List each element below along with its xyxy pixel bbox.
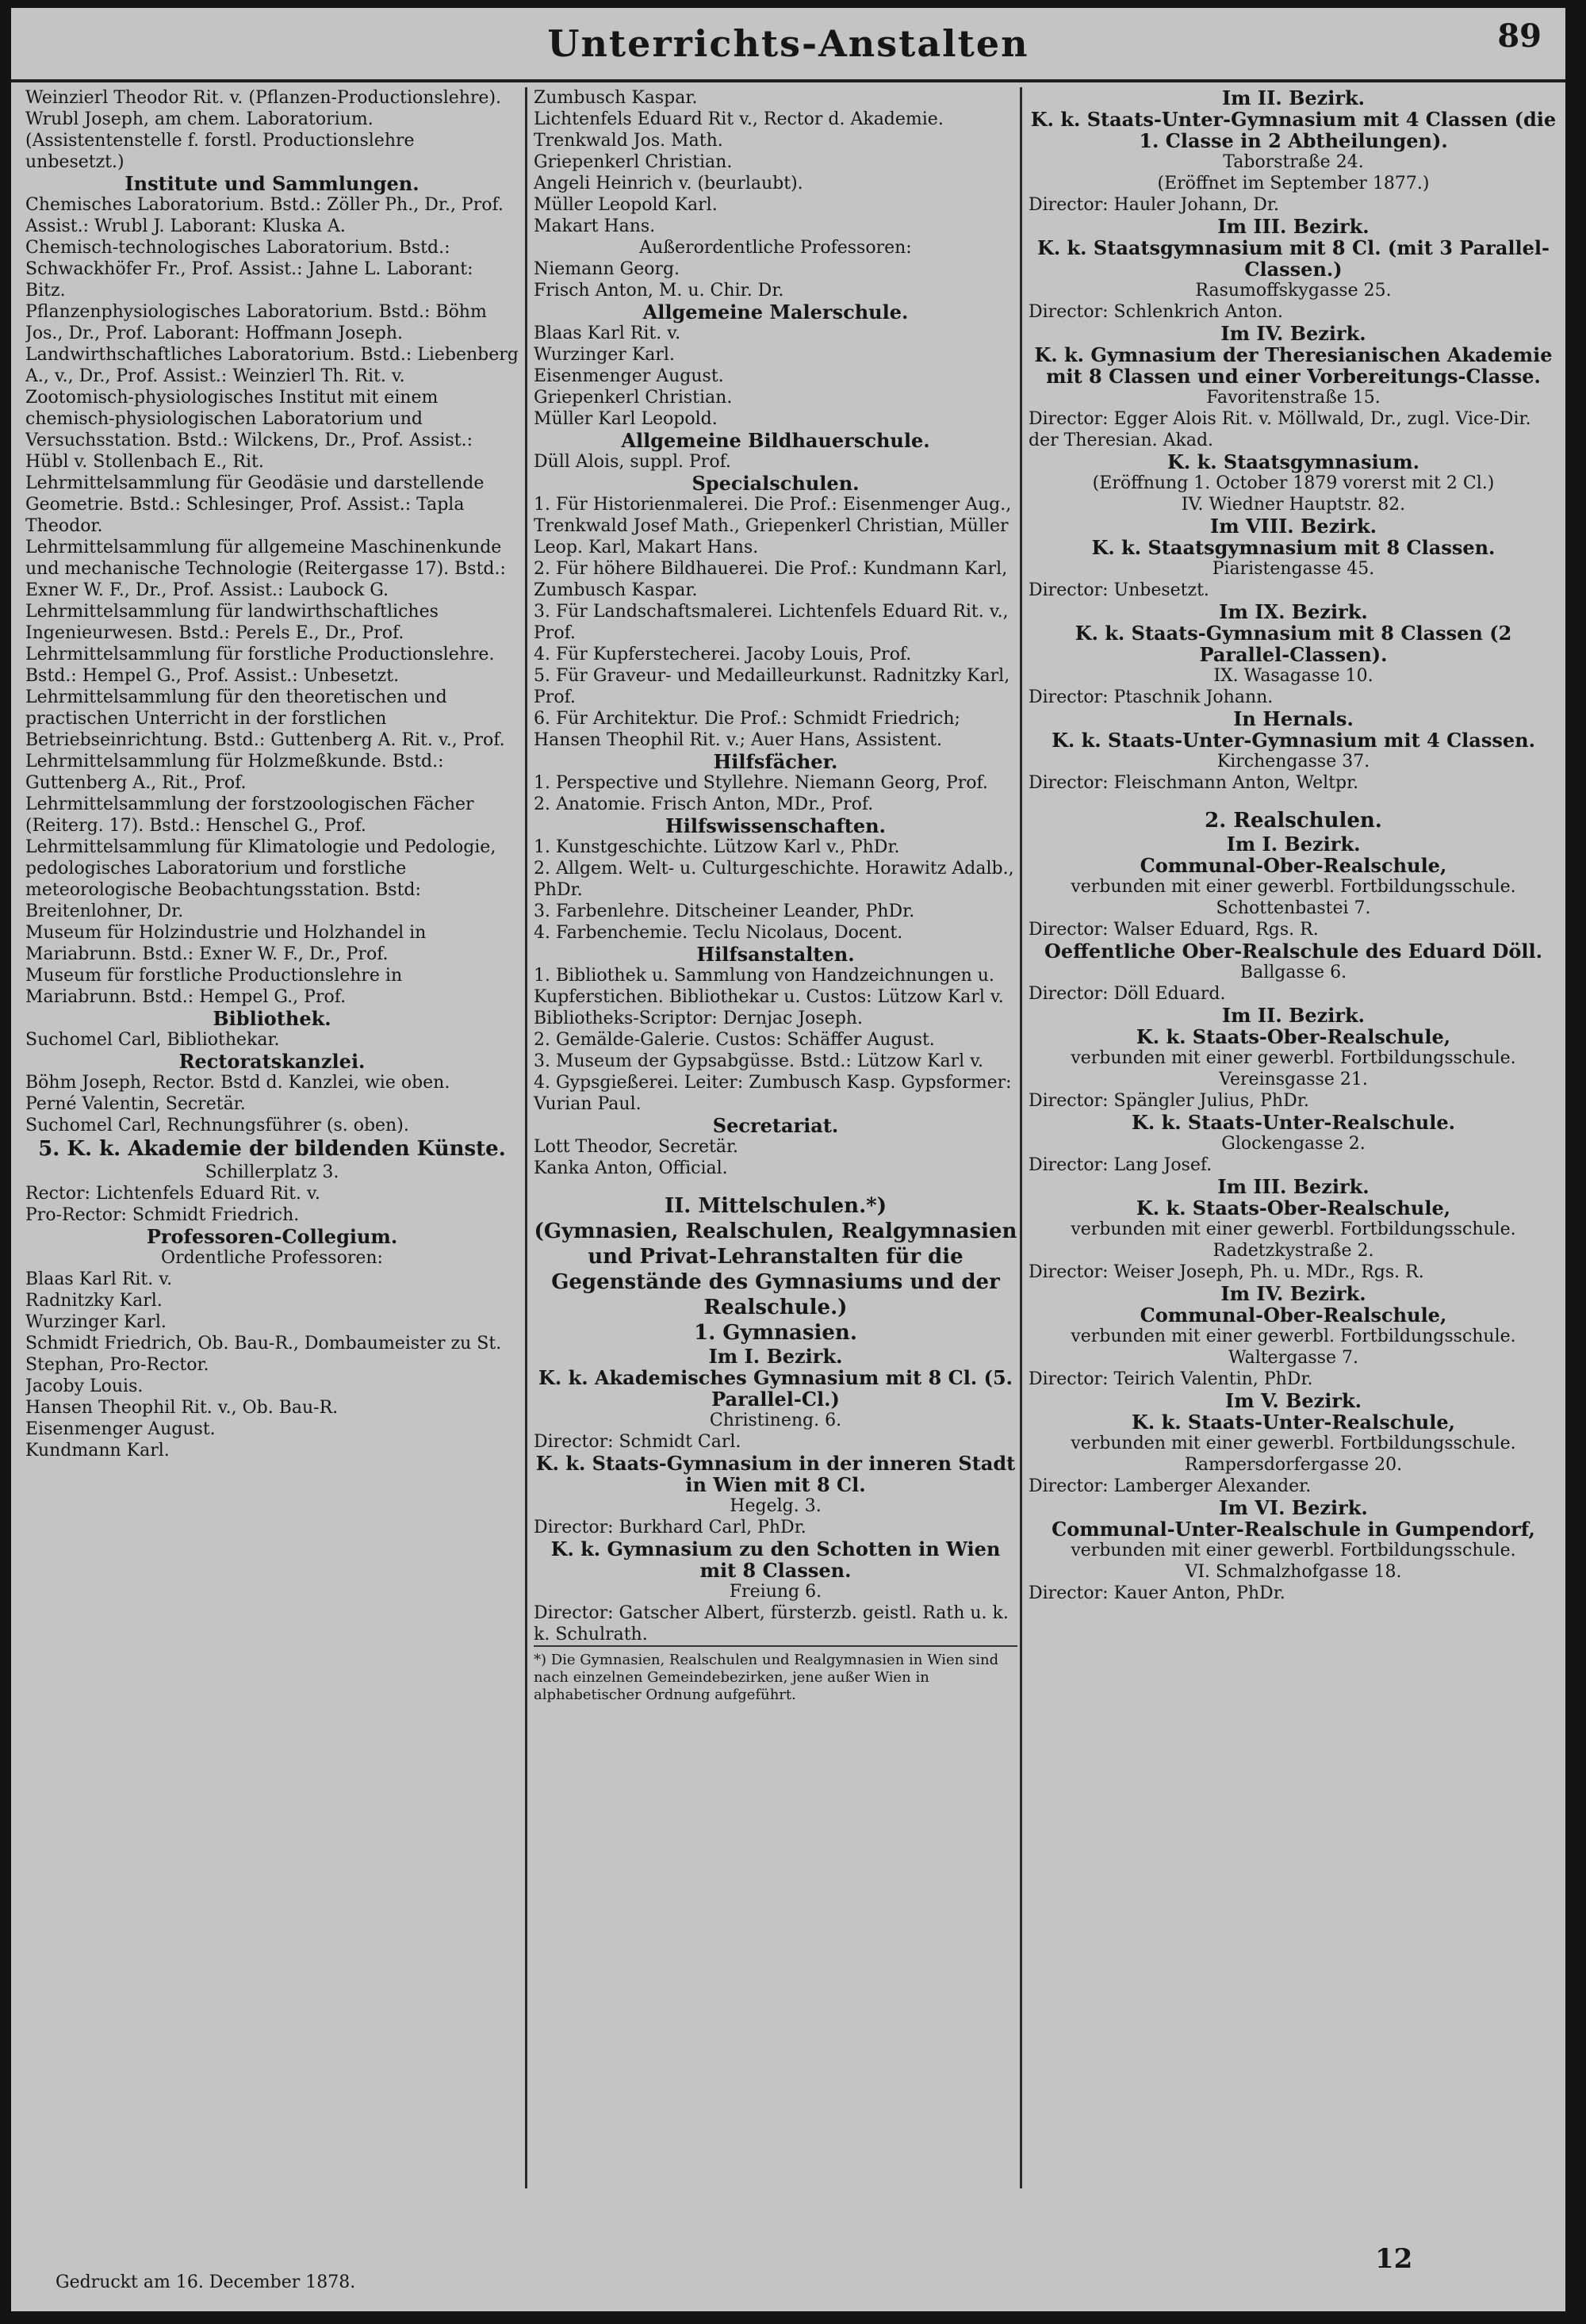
address-line: verbunden mit einer gewerbl. Fortbildungsschule. xyxy=(1071,877,1516,897)
entry-text: Frisch Anton, M. u. Chir. Dr. xyxy=(534,281,784,301)
section-heading: In Hernals. xyxy=(1233,707,1354,730)
address-line: Waltergasse 7. xyxy=(1228,1348,1358,1368)
address-line: Außerordentliche Professoren: xyxy=(639,238,912,258)
address-line: Radetzkystraße 2. xyxy=(1212,1241,1374,1261)
entry-text: Makart Hans. xyxy=(534,216,656,236)
address-line: Schillerplatz 3. xyxy=(205,1162,339,1182)
entry-text: Landwirthschaftliches Laboratorium. Bstd.: Liebenberg A., v., Dr., Prof. Assist.: Weinzierl Th. Rit. v. xyxy=(25,345,519,386)
address-line: Freiung 6. xyxy=(729,1582,822,1602)
entry-text: Suchomel Carl, Rechnungsführer (s. oben). xyxy=(25,1116,409,1135)
footnote: *) Die Gymnasien, Realschulen und Realgymnasien in Wien sind nach einzelnen Gemeindebezirken, jene außer Wien in alphabetischer Ordnung aufgeführt. xyxy=(534,1645,1017,1704)
address-line: (Eröffnung 1. October 1879 vorerst mit 2 Cl.) xyxy=(1092,473,1495,493)
major-heading: II. Mittelschulen.*) xyxy=(664,1194,887,1218)
entry-text: Director: Schmidt Carl. xyxy=(534,1432,741,1452)
section-heading: Allgemeine Malerschule. xyxy=(642,301,909,324)
address-line: Rampersdorfergasse 20. xyxy=(1184,1455,1403,1475)
section-heading: Secretariat. xyxy=(712,1114,839,1137)
entry-text: Museum für forstliche Productionslehre in Mariabrunn. Bstd.: Hempel G., Prof. xyxy=(25,966,403,1007)
entry-text: 4. Farbenchemie. Teclu Nicolaus, Docent. xyxy=(534,923,903,943)
major-heading: 5. K. k. Akademie der bildenden Künste. xyxy=(38,1137,506,1161)
spacer xyxy=(1029,794,1558,808)
entry-text: 3. Für Landschaftsmalerei. Lichtenfels Eduard Rit. v., Prof. xyxy=(534,602,1009,643)
print-date-note: Gedruckt am 16. December 1878. xyxy=(56,2272,356,2292)
institution-heading: K. k. Staats-Ober-Realschule, xyxy=(1136,1025,1451,1048)
section-heading: Institute und Sammlungen. xyxy=(125,172,419,195)
address-line: verbunden mit einer gewerbl. Fortbildungsschule. xyxy=(1071,1048,1516,1068)
entry-text: Director: Spängler Julius, PhDr. xyxy=(1029,1091,1309,1111)
section-heading: Im II. Bezirk. xyxy=(1221,87,1366,109)
entry-text: Director: Schlenkrich Anton. xyxy=(1029,302,1283,322)
section-heading: Bibliothek. xyxy=(213,1007,331,1030)
section-heading: Im IX. Bezirk. xyxy=(1219,600,1368,623)
section-heading: Im IV. Bezirk. xyxy=(1220,322,1366,345)
entry-text: Eisenmenger August. xyxy=(534,366,724,386)
document-page xyxy=(11,8,1565,2311)
institution-heading: K. k. Staatsgymnasium. xyxy=(1167,450,1419,473)
address-line: Christineng. 6. xyxy=(709,1411,842,1430)
entry-text: Director: Fleischmann Anton, Weltpr. xyxy=(1029,773,1359,793)
institution-heading: K. k. Gymnasium zu den Schotten in Wien mit 8 Classen. xyxy=(550,1537,1001,1582)
entry-text: Niemann Georg. xyxy=(534,259,680,279)
major-heading: 2. Realschulen. xyxy=(1205,809,1382,833)
sheet-signature: 12 xyxy=(1375,2243,1413,2275)
entry-text: Angeli Heinrich v. (beurlaubt). xyxy=(534,174,803,193)
entry-text: Wurzinger Karl. xyxy=(25,1312,167,1332)
entry-text: Director: Döll Eduard. xyxy=(1029,984,1226,1004)
entry-text: Director: Weiser Joseph, Ph. u. MDr., Rgs. R. xyxy=(1029,1262,1424,1282)
entry-text: Lehrmittelsammlung für den theoretischen und practischen Unterricht in der forstlichen Betriebseinrichtung. Bstd.: Guttenberg A. Rit. v., Prof. xyxy=(25,687,505,750)
institution-heading: K. k. Staats-Unter-Realschule. xyxy=(1132,1111,1455,1134)
address-line: IV. Wiedner Hauptstr. 82. xyxy=(1181,495,1406,515)
entry-text: 1. Perspective und Styllehre. Niemann Georg, Prof. xyxy=(534,773,988,793)
section-heading: Im I. Bezirk. xyxy=(708,1345,843,1368)
institution-heading: K. k. Staatsgymnasium mit 8 Classen. xyxy=(1091,536,1496,559)
entry-text: Pflanzenphysiologisches Laboratorium. Bstd.: Böhm Jos., Dr., Prof. Laborant: Hoffmann Joseph. xyxy=(25,302,487,343)
section-heading: Im III. Bezirk. xyxy=(1217,215,1370,238)
section-heading: Hilfsfächer. xyxy=(713,750,838,773)
section-heading: Im IV. Bezirk. xyxy=(1220,1282,1366,1305)
page-title: Unterrichts-Anstalten xyxy=(547,22,1029,65)
address-line: Vereinsgasse 21. xyxy=(1219,1070,1368,1089)
entry-text: 2. Allgem. Welt- u. Culturgeschichte. Horawitz Adalb., PhDr. xyxy=(534,859,1014,900)
entry-text: Wrubl Joseph, am chem. Laboratorium. xyxy=(25,109,374,129)
institution-heading: K. k. Staats-Unter-Gymnasium mit 4 Classen (die 1. Classe in 2 Abtheilungen). xyxy=(1030,108,1557,152)
entry-text: 4. Gypsgießerei. Leiter: Zumbusch Kasp. Gypsformer: Vurian Paul. xyxy=(534,1073,1012,1114)
entry-text: Perné Valentin, Secretär. xyxy=(25,1094,246,1114)
entry-text: Lehrmittelsammlung für forstliche Productionslehre. Bstd.: Hempel G., Prof. Assist.: Unbesetzt. xyxy=(25,645,495,686)
address-line: verbunden mit einer gewerbl. Fortbildungsschule. xyxy=(1071,1434,1516,1453)
entry-text: Weinzierl Theodor Rit. v. (Pflanzen-Productionslehre). xyxy=(25,88,502,108)
entry-text: Chemisch-technologisches Laboratorium. Bstd.: Schwackhöfer Fr., Prof. Assist.: Jahne L. Laborant: Bitz. xyxy=(25,238,473,301)
address-line: Favoritenstraße 15. xyxy=(1206,388,1381,408)
address-line: Taborstraße 24. xyxy=(1223,152,1364,172)
column-right xyxy=(1020,87,1558,2188)
entry-text: Rector: Lichtenfels Eduard Rit. v. xyxy=(25,1184,320,1204)
entry-text: Director: Gatscher Albert, fürsterzb. geistl. Rath u. k. k. Schulrath. xyxy=(534,1603,1009,1644)
entry-text: Zumbusch Kaspar. xyxy=(534,88,698,108)
section-heading: Hilfswissenschaften. xyxy=(665,814,886,837)
entry-text: Blaas Karl Rit. v. xyxy=(25,1269,173,1289)
entry-text: 4. Für Kupferstecherei. Jacoby Louis, Prof. xyxy=(534,645,912,664)
entry-text: Director: Unbesetzt. xyxy=(1029,580,1209,600)
address-line: Glockengasse 2. xyxy=(1221,1134,1366,1154)
entry-text: Director: Teirich Valentin, PhDr. xyxy=(1029,1369,1313,1389)
section-heading: Rectoratskanzlei. xyxy=(178,1050,366,1073)
entry-text: Kundmann Karl. xyxy=(25,1441,170,1461)
entry-text: Jacoby Louis. xyxy=(25,1376,144,1396)
entry-text: Lehrmittelsammlung für Holzmeßkunde. Bstd.: Guttenberg A., Rit., Prof. xyxy=(25,752,444,793)
entry-text: Director: Lang Josef. xyxy=(1029,1155,1212,1175)
entry-text: Director: Walser Eduard, Rgs. R. xyxy=(1029,920,1319,940)
address-line: verbunden mit einer gewerbl. Fortbildungsschule. xyxy=(1071,1541,1516,1560)
entry-text: Griepenkerl Christian. xyxy=(534,388,733,408)
institution-heading: K. k. Staats-Unter-Gymnasium mit 4 Classen. xyxy=(1052,729,1535,752)
address-line: (Eröffnet im September 1877.) xyxy=(1157,174,1430,193)
entry-text: 1. Für Historienmalerei. Die Prof.: Eisenmenger Aug., Trenkwald Josef Math., Griepenkerl Christian, Müller Leop. Karl, Makart Hans. xyxy=(534,495,1012,557)
section-heading: Allgemeine Bildhauerschule. xyxy=(621,429,930,452)
entry-text: (Assistentenstelle f. forstl. Productionslehre unbesetzt.) xyxy=(25,131,415,172)
address-line: Ballgasse 6. xyxy=(1239,963,1347,982)
entry-text: 1. Bibliothek u. Sammlung von Handzeichnungen u. Kupferstichen. Bibliothekar u. Custos: Lützow Karl v. Bibliotheks-Scriptor: Dernjac Joseph. xyxy=(534,966,1004,1028)
section-heading: Im VIII. Bezirk. xyxy=(1210,515,1377,538)
entry-text: Lehrmittelsammlung für allgemeine Maschinenkunde und mechanische Technologie (Reitergasse 17). Bstd.: Exner W. F., Dr., Prof. Assist.: Laubock G. xyxy=(25,538,506,600)
major-heading: (Gymnasien, Realschulen, Realgymnasien und Privat-Lehranstalten für die Gegenstände des Gymnasiums und der Realschule.) xyxy=(534,1219,1017,1319)
address-line: Rasumoffskygasse 25. xyxy=(1195,281,1392,301)
entry-text: Böhm Joseph, Rector. Bstd d. Kanzlei, wie oben. xyxy=(25,1073,450,1093)
entry-text: 6. Für Architektur. Die Prof.: Schmidt Friedrich; Hansen Theophil Rit. v.; Auer Hans, Assistent. xyxy=(534,709,960,750)
institution-heading: K. k. Gymnasium der Theresianischen Akademie mit 8 Classen und einer Vorbereitungs-Classe. xyxy=(1034,343,1553,388)
address-line: VI. Schmalzhofgasse 18. xyxy=(1185,1562,1402,1582)
entry-text: 3. Museum der Gypsabgüsse. Bstd.: Lützow Karl v. xyxy=(534,1051,984,1071)
entry-text: Müller Karl Leopold. xyxy=(534,409,718,429)
entry-text: 2. Gemälde-Galerie. Custos: Schäffer August. xyxy=(534,1030,935,1050)
column-left xyxy=(25,87,519,2188)
institution-heading: Communal-Unter-Realschule in Gumpendorf, xyxy=(1052,1518,1535,1541)
entry-text: Pro-Rector: Schmidt Friedrich. xyxy=(25,1205,300,1225)
entry-text: Director: Kauer Anton, PhDr. xyxy=(1029,1583,1285,1603)
section-heading: Im V. Bezirk. xyxy=(1224,1389,1362,1412)
entry-text: Chemisches Laboratorium. Bstd.: Zöller Ph., Dr., Prof. Assist.: Wrubl J. Laborant: Kluska A. xyxy=(25,195,504,236)
spacer xyxy=(534,1179,1017,1193)
entry-text: 2. Anatomie. Frisch Anton, MDr., Prof. xyxy=(534,794,874,814)
entry-text: Müller Leopold Karl. xyxy=(534,195,718,215)
address-line: Ordentliche Professoren: xyxy=(161,1248,383,1268)
entry-text: Schmidt Friedrich, Ob. Bau-R., Dombaumeister zu St. Stephan, Pro-Rector. xyxy=(25,1334,502,1375)
entry-text: Hansen Theophil Rit. v., Ob. Bau-R. xyxy=(25,1398,339,1418)
entry-text: Lehrmittelsammlung der forstzoologischen Fächer (Reiterg. 17). Bstd.: Henschel G., Prof. xyxy=(25,794,474,836)
institution-heading: K. k. Staats-Unter-Realschule, xyxy=(1132,1411,1455,1434)
entry-text: Düll Alois, suppl. Prof. xyxy=(534,452,731,472)
institution-heading: K. k. Akademisches Gymnasium mit 8 Cl. (5. Parallel-Cl.) xyxy=(538,1366,1013,1411)
section-heading: Professoren-Collegium. xyxy=(146,1225,398,1248)
entry-text: Zootomisch-physiologisches Institut mit einem chemisch-physiologischen Laboratorium und Versuchsstation. Bstd.: Wilckens, Dr., Prof. Assist.: Hübl v. Stollenbach E., Rit. xyxy=(25,388,473,472)
entry-text: 1. Kunstgeschichte. Lützow Karl v., PhDr. xyxy=(534,837,900,857)
section-heading: Im I. Bezirk. xyxy=(1226,833,1361,856)
entry-text: 3. Farbenlehre. Ditscheiner Leander, PhDr. xyxy=(534,902,915,921)
entry-text: Griepenkerl Christian. xyxy=(534,152,733,172)
entry-text: Director: Lamberger Alexander. xyxy=(1029,1476,1312,1496)
entry-text: Eisenmenger August. xyxy=(25,1419,216,1439)
section-heading: Im III. Bezirk. xyxy=(1217,1175,1370,1198)
entry-text: Blaas Karl Rit. v. xyxy=(534,324,681,343)
entry-text: Director: Ptaschnik Johann. xyxy=(1029,687,1274,707)
address-line: Hegelg. 3. xyxy=(730,1496,822,1516)
institution-heading: K. k. Staats-Gymnasium mit 8 Classen (2 Parallel-Classen). xyxy=(1075,622,1512,666)
institution-heading: Oeffentliche Ober-Realschule des Eduard Döll. xyxy=(1044,940,1542,963)
major-heading: 1. Gymnasien. xyxy=(694,1321,857,1345)
entry-text: 5. Für Graveur- und Medailleurkunst. Radnitzky Karl, Prof. xyxy=(534,666,1010,707)
entry-text: Lehrmittelsammlung für landwirthschaftliches Ingenieurwesen. Bstd.: Perels E., Dr., Prof. xyxy=(25,602,439,643)
section-heading: Im VI. Bezirk. xyxy=(1219,1496,1368,1519)
address-line: Piaristengasse 45. xyxy=(1212,559,1375,579)
institution-heading: K. k. Staats-Gymnasium in der inneren Stadt in Wien mit 8 Cl. xyxy=(535,1452,1016,1496)
entry-text: Director: Egger Alois Rit. v. Möllwald, Dr., zugl. Vice-Dir. der Theresian. Akad. xyxy=(1029,409,1531,450)
entry-text: Director: Hauler Johann, Dr. xyxy=(1029,195,1279,215)
institution-heading: K. k. Staats-Ober-Realschule, xyxy=(1136,1196,1451,1219)
address-line: verbunden mit einer gewerbl. Fortbildungsschule. xyxy=(1071,1327,1516,1346)
institution-heading: K. k. Staatsgymnasium mit 8 Cl. (mit 3 Parallel-Classen.) xyxy=(1036,236,1550,281)
entry-text: Wurzinger Karl. xyxy=(534,345,675,365)
entry-text: Kanka Anton, Official. xyxy=(534,1158,728,1178)
entry-text: Trenkwald Jos. Math. xyxy=(534,131,723,151)
entry-text: Lichtenfels Eduard Rit v., Rector d. Akademie. xyxy=(534,109,944,129)
entry-text: Suchomel Carl, Bibliothekar. xyxy=(25,1030,280,1050)
address-line: Schottenbastei 7. xyxy=(1216,898,1371,918)
entry-text: Radnitzky Karl. xyxy=(25,1291,163,1311)
section-heading: Specialschulen. xyxy=(691,472,860,495)
address-line: verbunden mit einer gewerbl. Fortbildungsschule. xyxy=(1071,1219,1516,1239)
address-line: IX. Wasagasse 10. xyxy=(1213,666,1373,686)
entry-text: Museum für Holzindustrie und Holzhandel in Mariabrunn. Bstd.: Exner W. F., Dr., Prof. xyxy=(25,923,427,964)
entry-text: Director: Burkhard Carl, PhDr. xyxy=(534,1518,806,1537)
institution-heading: Communal-Ober-Realschule, xyxy=(1140,854,1447,877)
entry-text: Lott Theodor, Secretär. xyxy=(534,1137,739,1157)
address-line: Kirchengasse 37. xyxy=(1216,752,1370,771)
section-heading: Hilfsanstalten. xyxy=(696,943,855,966)
section-heading: Im II. Bezirk. xyxy=(1221,1004,1366,1027)
page-header xyxy=(11,8,1565,82)
page-number: 89 xyxy=(1497,17,1542,55)
entry-text: 2. Für höhere Bildhauerei. Die Prof.: Kundmann Karl, Zumbusch Kaspar. xyxy=(534,559,1008,600)
institution-heading: Communal-Ober-Realschule, xyxy=(1140,1304,1447,1327)
column-middle xyxy=(525,87,1017,2188)
entry-text: Lehrmittelsammlung für Geodäsie und darstellende Geometrie. Bstd.: Schlesinger, Prof. Assist.: Tapla Theodor. xyxy=(25,473,485,536)
entry-text: Lehrmittelsammlung für Klimatologie und Pedologie, pedologisches Laboratorium und forstliche meteorologische Beobachtungsstation. Bstd: Breitenlohner, Dr. xyxy=(25,837,496,921)
